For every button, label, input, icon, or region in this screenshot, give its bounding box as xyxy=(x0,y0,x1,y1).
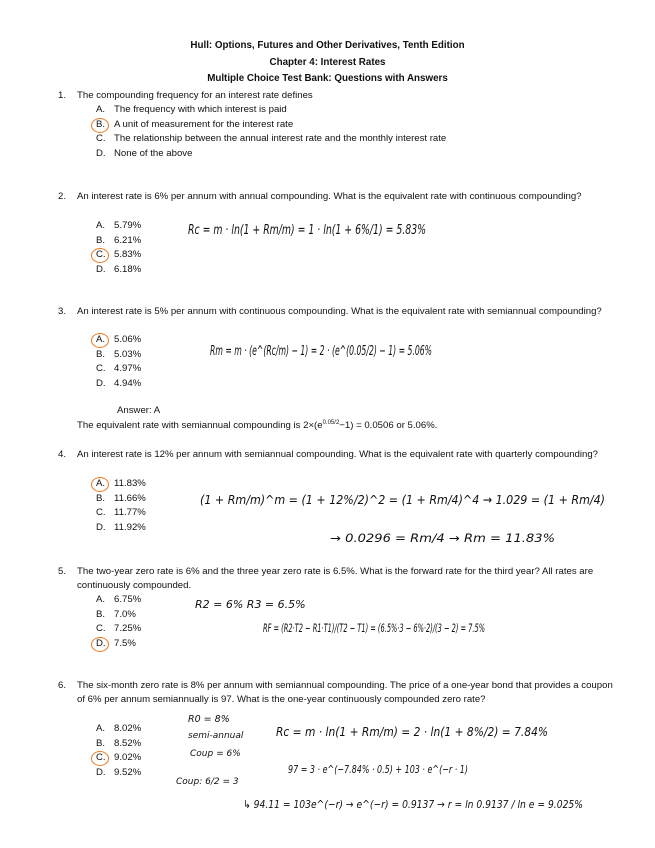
option-b: B. 8.52% xyxy=(96,737,142,749)
svg-text:R2 = 6% R3 = 6.5%: R2 = 6% R3 = 6.5% xyxy=(195,598,306,611)
question-text: The compounding frequency for an interest rate defines xyxy=(77,90,313,101)
option-b: B. A unit of measurement for the interest rate xyxy=(96,118,446,133)
handwritten-work-q5 xyxy=(195,592,495,652)
option-c: C. 9.02% xyxy=(96,751,141,766)
svg-text:R0 = 8%: R0 = 8% xyxy=(188,714,230,725)
question-3-options xyxy=(96,333,141,391)
svg-text:Rc = m · ln(1 + Rm/m) = 2 · ln: Rc = m · ln(1 + Rm/m) = 2 · ln(1 + 8%/2) = 7.84% xyxy=(276,725,548,739)
svg-text:Rc = m · ln(1 + Rm/m) = 1 · ln: Rc = m · ln(1 + Rm/m) = 1 · ln(1 + 6%/1) = 5.83% xyxy=(188,223,426,238)
question-number: 3. xyxy=(58,306,67,317)
option-d: D. 11.92% xyxy=(96,521,146,533)
question-5-options xyxy=(96,593,141,651)
option-c: C. The relationship between the annual interest rate and the monthly interest rate xyxy=(96,133,447,145)
question-2-options xyxy=(96,219,141,277)
question-number: 6. xyxy=(58,680,67,691)
option-d: D. None of the above xyxy=(96,147,193,159)
question-1 xyxy=(58,89,618,103)
test-bank-title: Multiple Choice Test Bank: Questions with Answers xyxy=(207,73,448,84)
option-a: A. 5.06% xyxy=(96,333,141,348)
answer-circle xyxy=(91,118,109,133)
option-c: C. 5.83% xyxy=(96,248,141,263)
option-d: D. 7.5% xyxy=(96,637,141,652)
option-a: A. 8.02% xyxy=(96,723,142,734)
question-number: 1. xyxy=(58,90,67,101)
question-4-options xyxy=(96,477,146,535)
svg-text:Coup: 6/2 = 3: Coup: 6/2 = 3 xyxy=(176,777,239,787)
answer-explanation: The equivalent rate with semiannual compounding is $2\times(e^{0.05/2}-1) = 0.0506$ or 5.06%. xyxy=(77,420,438,432)
question-1-options xyxy=(96,103,446,161)
handwritten-work-q6 xyxy=(176,712,608,842)
question-number: 5. xyxy=(58,566,67,577)
svg-text:semi-annual: semi-annual xyxy=(188,731,244,741)
question-number: 2. xyxy=(58,191,67,202)
handwritten-work-q4 xyxy=(200,480,620,550)
question-text: An interest rate is 5% per annum with continuous compounding. What is the equivalent rate with semiannual compounding? xyxy=(77,306,602,317)
option-d: D. 4.94% xyxy=(96,377,142,389)
question-6-options xyxy=(96,722,141,780)
svg-text:97 = 3 · e^(−7.84% · 0.5) + 10: 97 = 3 · e^(−7.84% · 0.5) + 103 · e^(−r · 1) xyxy=(288,763,468,776)
question-text: The six-month zero rate is 8% per annum with semiannual compounding. The price of a one-year bond that provides a coupon of 6% per annum semiannually is 97. What is the one-year continuously compounded zero rate? xyxy=(77,680,613,706)
option-a: A. 11.83% xyxy=(96,477,146,492)
handwritten-work-q3 xyxy=(210,333,440,369)
option-a: A. 6.75% xyxy=(96,594,142,605)
question-2 xyxy=(58,190,618,204)
answer-label: Answer: A xyxy=(117,405,161,416)
option-b: B. 7.0% xyxy=(96,608,136,620)
question-text: An interest rate is 12% per annum with semiannual compounding. What is the equivalent rate with quarterly compounding? xyxy=(77,449,599,460)
option-d: D. 9.52% xyxy=(96,766,142,778)
question-3 xyxy=(58,305,618,319)
svg-text:→ 0.0296 = Rm/4 → Rm = 11.83%: → 0.0296 = Rm/4 → Rm = 11.83% xyxy=(330,531,555,545)
question-5 xyxy=(58,565,618,594)
svg-text:↳ 94.11 = 103e^(−r) → e^(−r) =: ↳ 94.11 = 103e^(−r) → e^(−r) = 0.9137 → r = ln 0.9137 / ln e = 9.025% xyxy=(243,798,583,811)
svg-text:Coup = 6%: Coup = 6% xyxy=(190,749,241,759)
question-text: The two-year zero rate is 6% and the three year zero rate is 6.5%. What is the forward rate for the third year? All rates are continuously compounded. xyxy=(77,566,594,592)
option-c: C. 7.25% xyxy=(96,623,142,635)
question-4 xyxy=(58,448,618,462)
chapter-title: Chapter 4: Interest Rates xyxy=(269,57,386,68)
svg-text:(1 + Rm/m)^m = (1 + 12%/2)^2 =: (1 + Rm/m)^m = (1 + 12%/2)^2 = (1 + Rm/4)^4 → 1.029 = (1 + Rm/4) xyxy=(200,492,605,507)
question-text: An interest rate is 6% per annum with annual compounding. What is the equivalent rate with continuous compounding? xyxy=(77,191,582,202)
option-a: A. 5.79% xyxy=(96,220,142,231)
option-d: D. 6.18% xyxy=(96,263,142,275)
question-number: 4. xyxy=(58,449,67,460)
option-b: B. 11.66% xyxy=(96,492,146,504)
option-c: C. 11.77% xyxy=(96,507,146,519)
option-c: C. 4.97% xyxy=(96,363,142,375)
doc-title: Hull: Options, Futures and Other Derivatives, Tenth Edition xyxy=(190,40,465,51)
option-b: B. 5.03% xyxy=(96,348,142,360)
answer-circle xyxy=(91,333,109,348)
option-a: A. The frequency with which interest is paid xyxy=(96,104,287,115)
answer-circle xyxy=(91,477,109,492)
answer-circle xyxy=(91,637,109,652)
option-b: B. 6.21% xyxy=(96,234,142,246)
question-6 xyxy=(58,679,618,708)
handwritten-work-q2 xyxy=(188,212,428,248)
svg-text:Rm = m · (e^(Rc/m) − 1) = 2 ·: Rm = m · (e^(Rc/m) − 1) = 2 · (e^(0.05/2) − 1) = 5.06% xyxy=(210,344,432,359)
svg-text:RF = (R2·T2 − R1·T1)/(T2 − T1): RF = (R2·T2 − R1·T1)/(T2 − T1) = (6.5%·3 − 6%·2)/(3 − 2) = 7.5% xyxy=(263,621,485,635)
